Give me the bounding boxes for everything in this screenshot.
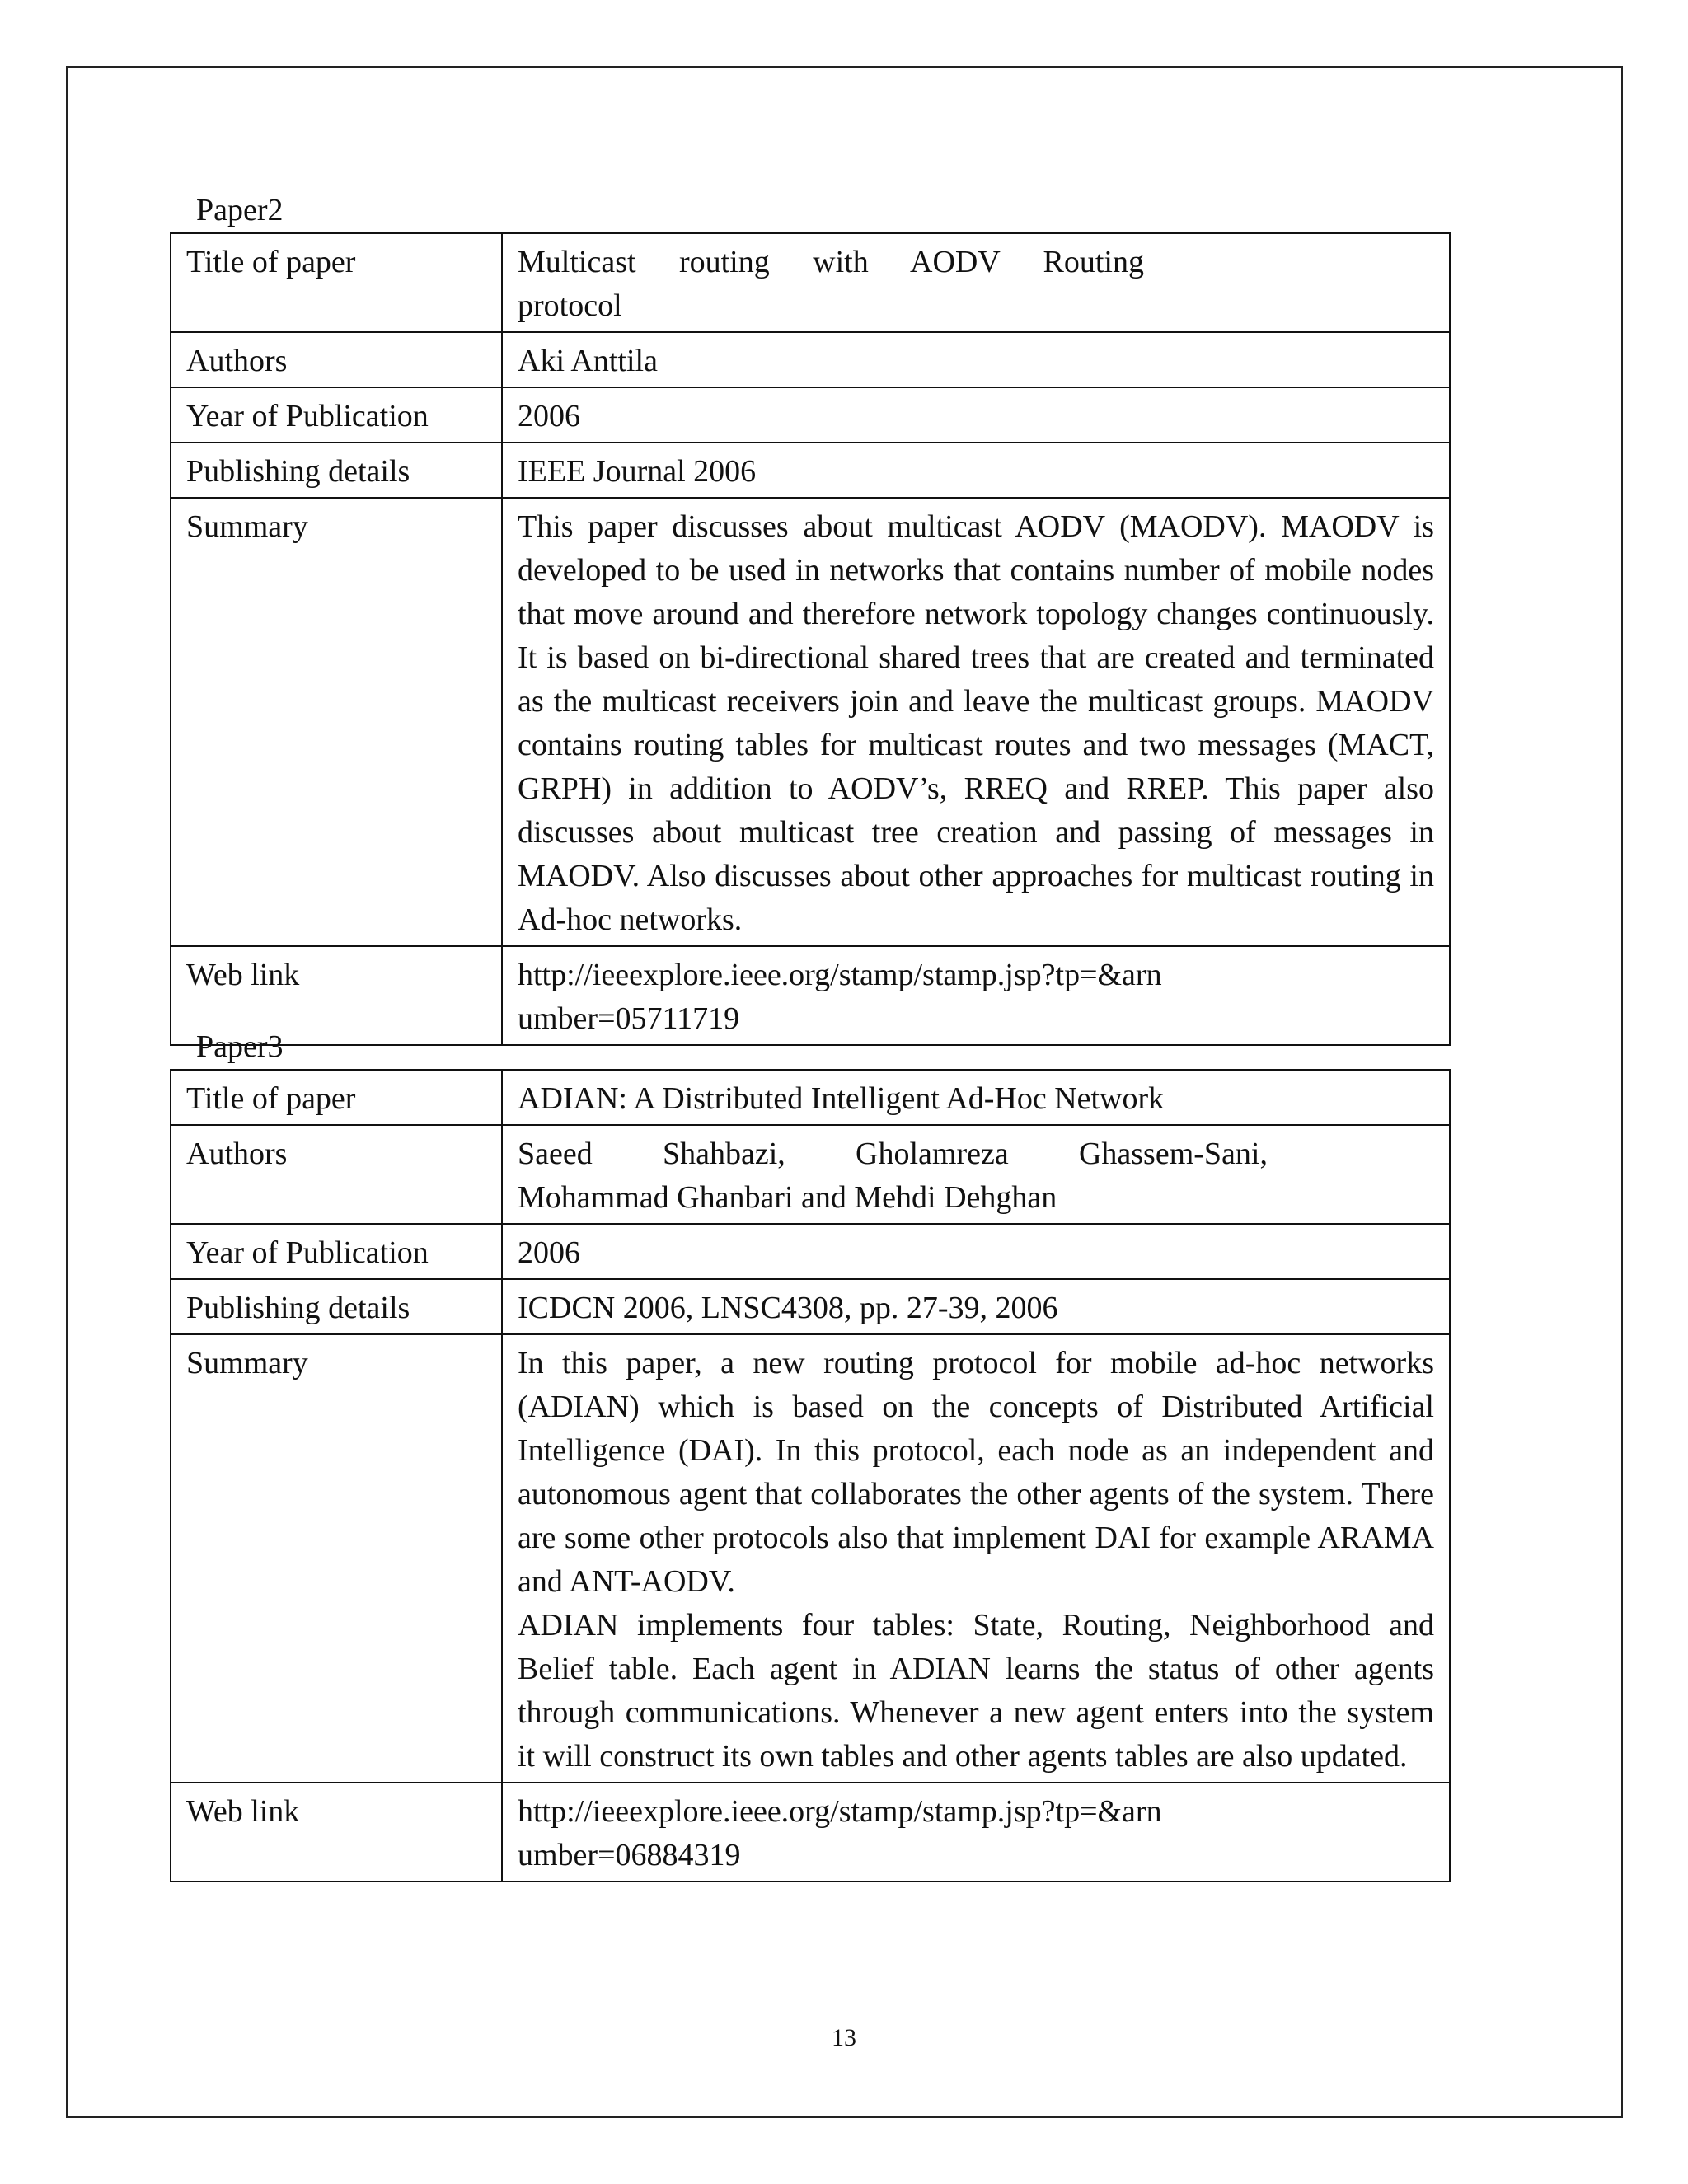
page-number: 13 xyxy=(832,2024,856,2051)
table-row xyxy=(171,443,1450,498)
title-value xyxy=(502,233,1450,332)
title-field-label: Title of paper xyxy=(171,1070,502,1125)
year-field-label: Year of Publication xyxy=(171,387,502,443)
paper3-table xyxy=(170,1069,1451,1882)
year-value: 2006 xyxy=(502,387,1450,443)
publishing-field-label: Publishing details xyxy=(171,443,502,498)
table-row xyxy=(171,946,1450,1045)
authors-value: Aki Anttila xyxy=(502,332,1450,387)
table-row xyxy=(171,1279,1450,1334)
publishing-value: IEEE Journal 2006 xyxy=(502,443,1450,498)
table-row xyxy=(171,332,1450,387)
table-row xyxy=(171,387,1450,443)
title-value-line2: protocol xyxy=(518,288,622,323)
table-row xyxy=(171,1070,1450,1125)
summary-field-label: Summary xyxy=(171,498,502,946)
weblink-field-label: Web link xyxy=(171,1783,502,1882)
authors-value xyxy=(502,1125,1450,1224)
table-row xyxy=(171,233,1450,332)
authors-value-line1: Saeed Shahbazi, Gholamreza Ghassem-Sani, xyxy=(518,1137,1268,1171)
weblink-url[interactable]: http://ieeexplore.ieee.org/stamp/stamp.jsp?tp=&arnumber=06884319 xyxy=(518,1794,1162,1872)
table-row xyxy=(171,1224,1450,1279)
table-row xyxy=(171,1125,1450,1224)
summary-paragraph-1: In this paper, a new routing protocol for mobile ad-hoc networks (ADIAN) which is based on the concepts of Distributed Artificial Intelligence (DAI). In this protocol, each node as an independent and autonomous agent that collaborates the other agents of the system. There are some other protocols also that implement DAI for example ARAMA and ANT-AODV. xyxy=(518,1346,1434,1599)
table-row xyxy=(171,1783,1450,1882)
table-row xyxy=(171,1334,1450,1783)
title-value-line1: Multicast routing with AODV Routing xyxy=(518,245,1144,279)
authors-field-label: Authors xyxy=(171,332,502,387)
weblink-value xyxy=(502,1783,1450,1882)
paper2-table xyxy=(170,232,1451,1046)
summary-field-label: Summary xyxy=(171,1334,502,1783)
publishing-value: ICDCN 2006, LNSC4308, pp. 27-39, 2006 xyxy=(502,1279,1450,1334)
publishing-field-label: Publishing details xyxy=(171,1279,502,1334)
year-field-label: Year of Publication xyxy=(171,1224,502,1279)
paper3-label: Paper3 xyxy=(196,1029,284,1064)
weblink-url[interactable]: http://ieeexplore.ieee.org/stamp/stamp.jsp?tp=&arnumber=05711719 xyxy=(518,958,1162,1036)
summary-value xyxy=(502,1334,1450,1783)
weblink-field-label: Web link xyxy=(171,946,502,1045)
weblink-value xyxy=(502,946,1450,1045)
paper2-label: Paper2 xyxy=(196,193,284,227)
summary-value: This paper discusses about multicast AODV (MAODV). MAODV is developed to be used in networks that contains number of mobile nodes that move around and therefore network topology changes continuously. It is based on bi-directional shared trees that are created and terminated as the multicast receivers join and leave the multicast groups. MAODV contains routing tables for multicast routes and two messages (MACT, GRPH) in addition to AODV’s, RREQ and RREP. This paper also discusses about multicast tree creation and passing of messages in MAODV. Also discusses about other approaches for multicast routing in Ad-hoc networks. xyxy=(502,498,1450,946)
authors-field-label: Authors xyxy=(171,1125,502,1224)
table-row xyxy=(171,498,1450,946)
year-value: 2006 xyxy=(502,1224,1450,1279)
title-value: ADIAN: A Distributed Intelligent Ad-Hoc Network xyxy=(502,1070,1450,1125)
title-field-label: Title of paper xyxy=(171,233,502,332)
summary-paragraph-2: ADIAN implements four tables: State, Routing, Neighborhood and Belief table. Each agent in ADIAN learns the status of other agents through communications. Whenever a new agent enters into the system it will construct its own tables and other agents tables are also updated. xyxy=(518,1608,1434,1774)
authors-value-line2: Mohammad Ghanbari and Mehdi Dehghan xyxy=(518,1180,1057,1215)
